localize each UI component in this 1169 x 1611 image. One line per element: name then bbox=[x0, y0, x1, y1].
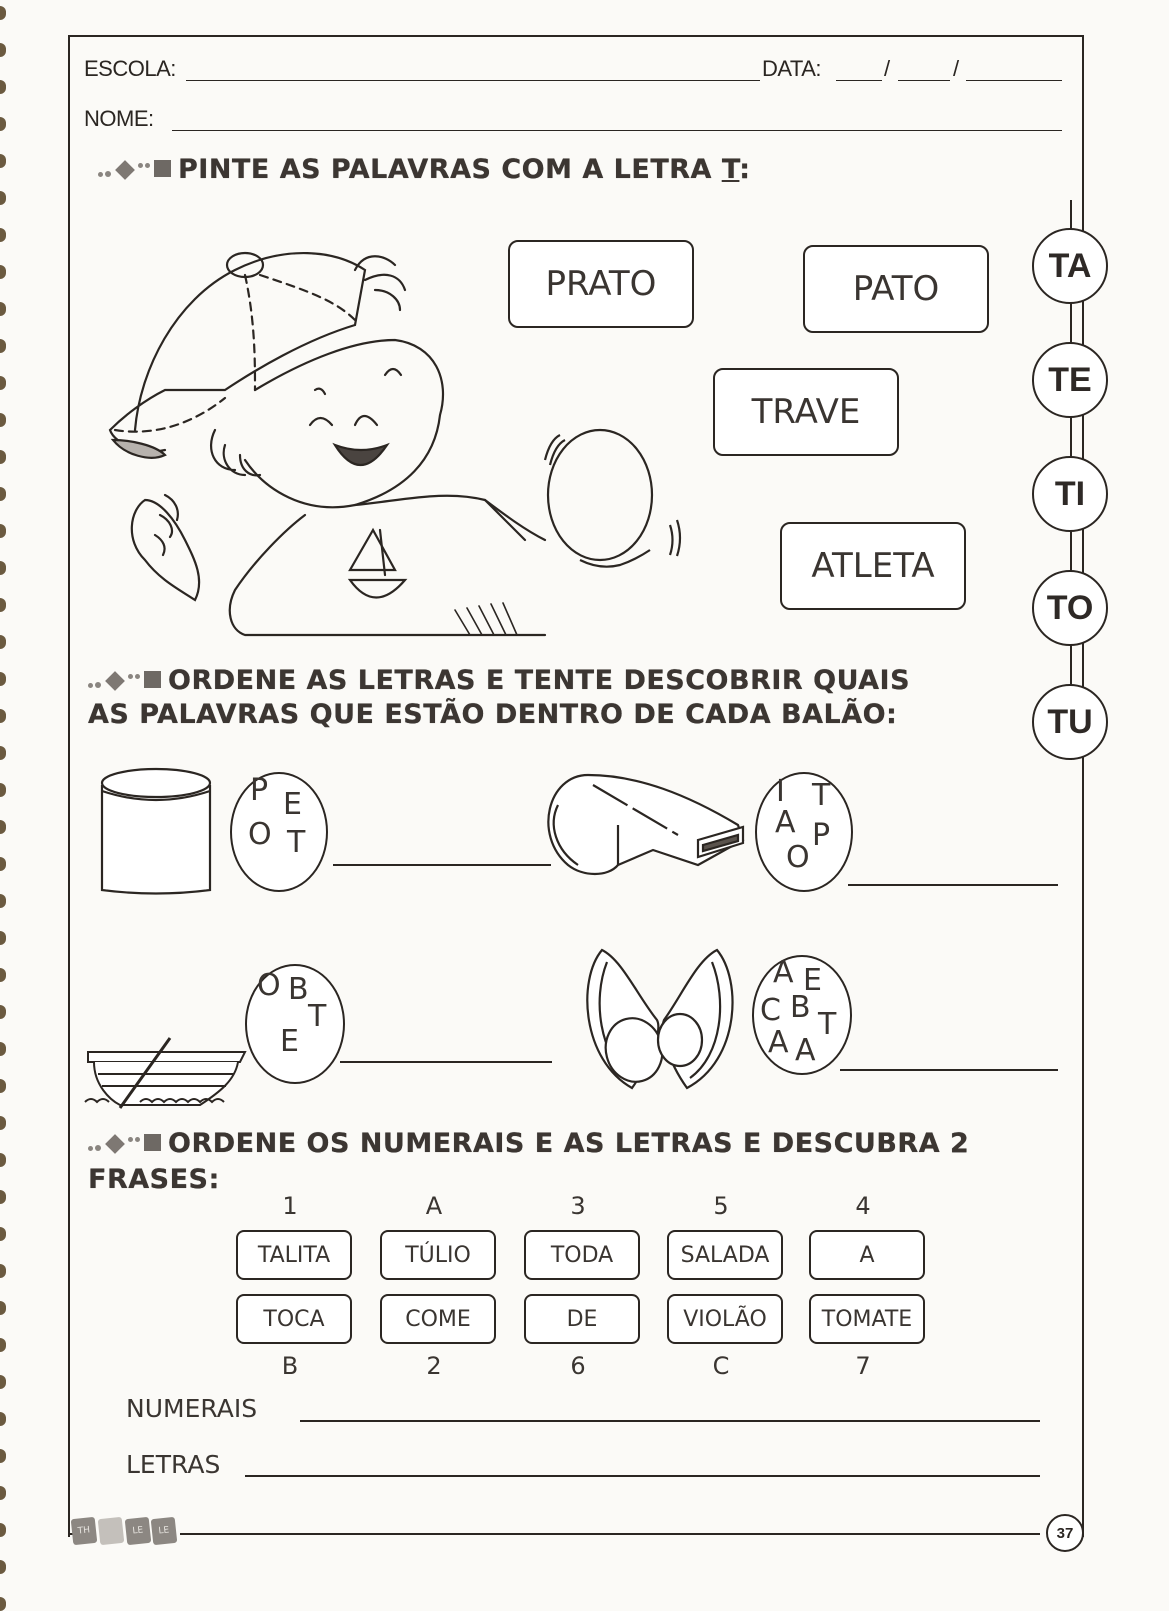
syllable-ta: TA bbox=[1032, 228, 1108, 304]
word-card[interactable]: TALITA bbox=[236, 1230, 352, 1280]
word-index: 4 bbox=[855, 1192, 871, 1220]
balloon-letter: E bbox=[803, 963, 822, 998]
word-index: B bbox=[281, 1352, 299, 1380]
balloon-letter: O bbox=[257, 968, 281, 1003]
balloon-letter: A bbox=[768, 1025, 789, 1060]
balloon-letter: T bbox=[287, 825, 306, 860]
balloon-letter: E bbox=[280, 1024, 299, 1059]
word-card[interactable]: VIOLÃO bbox=[667, 1294, 783, 1344]
word-box-pato[interactable]: PATO bbox=[803, 245, 989, 333]
word-card[interactable]: DE bbox=[524, 1294, 640, 1344]
whistle-icon bbox=[538, 765, 753, 885]
word-box-prato[interactable]: PRATO bbox=[508, 240, 694, 328]
nome-field[interactable] bbox=[172, 130, 1062, 131]
word-index: 2 bbox=[426, 1352, 442, 1380]
logo-block: LE bbox=[151, 1517, 177, 1545]
section2-title-line1: ORDENE AS LETRAS E TENTE DESCOBRIR QUAIS bbox=[168, 665, 911, 696]
word-index: 7 bbox=[855, 1352, 871, 1380]
word-card[interactable]: TODA bbox=[524, 1230, 640, 1280]
letras-label: LETRAS bbox=[126, 1450, 221, 1479]
balloon-letter: O bbox=[786, 840, 810, 875]
word-index: 3 bbox=[570, 1192, 586, 1220]
boat-icon bbox=[80, 1030, 250, 1110]
balloon-letter: P bbox=[812, 818, 831, 853]
pot-icon bbox=[100, 765, 212, 895]
balloon-letter: A bbox=[795, 1033, 816, 1068]
section2-title bbox=[88, 664, 910, 732]
word-index: 5 bbox=[713, 1192, 729, 1220]
balloon-letter: T bbox=[818, 1007, 837, 1042]
data-separator: / bbox=[884, 56, 890, 81]
section2-title-line2: AS PALAVRAS QUE ESTÃO DENTRO DE CADA BALÃO: bbox=[88, 699, 898, 730]
syllable-tu: TU bbox=[1032, 684, 1108, 760]
answer-line-3[interactable] bbox=[340, 1061, 552, 1063]
data-year-field[interactable] bbox=[966, 80, 1062, 81]
section1-title-text: PINTE AS PALAVRAS COM A LETRA bbox=[178, 154, 722, 185]
answer-line-2[interactable] bbox=[848, 884, 1058, 886]
spiral-binding bbox=[0, 0, 10, 1600]
section3-title-line2: FRASES: bbox=[88, 1164, 220, 1195]
section1-title-colon: : bbox=[739, 154, 751, 185]
word-card[interactable]: TÚLIO bbox=[380, 1230, 496, 1280]
balloon-letter: P bbox=[250, 773, 269, 808]
nome-label: NOME: bbox=[84, 106, 154, 131]
section1-title-letter: T bbox=[721, 154, 740, 185]
word-card[interactable]: TOCA bbox=[236, 1294, 352, 1344]
word-card[interactable]: SALADA bbox=[667, 1230, 783, 1280]
balloon-letter: E bbox=[283, 787, 302, 822]
section3-title-line1: ORDENE OS NUMERAIS E AS LETRAS E DESCUBRA 2 bbox=[168, 1128, 970, 1159]
word-index: A bbox=[425, 1192, 443, 1220]
word-box-trave[interactable]: TRAVE bbox=[713, 368, 899, 456]
publisher-logo bbox=[72, 1518, 176, 1544]
bullet-decoration-icon bbox=[98, 158, 176, 184]
numerais-answer-line[interactable] bbox=[300, 1420, 1040, 1422]
logo-block bbox=[97, 1517, 123, 1545]
word-box-atleta[interactable]: ATLETA bbox=[780, 522, 966, 610]
word-index: C bbox=[712, 1352, 730, 1380]
numerais-label: NUMERAIS bbox=[126, 1394, 258, 1423]
escola-label: ESCOLA: bbox=[84, 56, 176, 81]
balloon-letter: C bbox=[760, 993, 781, 1028]
answer-line-1[interactable] bbox=[333, 864, 551, 866]
answer-line-4[interactable] bbox=[840, 1069, 1058, 1071]
balloon-letter: T bbox=[812, 778, 831, 813]
logo-block: LE bbox=[124, 1517, 150, 1545]
word-card[interactable]: TOMATE bbox=[809, 1294, 925, 1344]
word-index: 6 bbox=[570, 1352, 586, 1380]
boy-with-ball-illustration bbox=[105, 230, 555, 640]
word-card[interactable]: COME bbox=[380, 1294, 496, 1344]
syllable-ti: TI bbox=[1032, 456, 1108, 532]
page-number: 37 bbox=[1046, 1514, 1084, 1552]
word-card[interactable]: A bbox=[809, 1230, 925, 1280]
balloon-letter: A bbox=[773, 955, 794, 990]
balloon-letter: T bbox=[308, 999, 327, 1034]
balloon-letter: I bbox=[776, 774, 785, 809]
avocado-icon bbox=[582, 940, 742, 1090]
letras-answer-line[interactable] bbox=[245, 1475, 1040, 1477]
syllable-to: TO bbox=[1032, 570, 1108, 646]
balloon-letter: O bbox=[248, 817, 272, 852]
ball-icon bbox=[540, 420, 690, 590]
syllable-te: TE bbox=[1032, 342, 1108, 418]
balloon-letter: B bbox=[790, 990, 811, 1025]
word-index: 1 bbox=[282, 1192, 298, 1220]
balloon-letter: A bbox=[775, 805, 796, 840]
data-month-field[interactable] bbox=[898, 80, 950, 81]
data-separator: / bbox=[953, 56, 959, 81]
letter-balloon-1 bbox=[230, 772, 328, 892]
data-label: DATA: bbox=[762, 56, 822, 81]
section3-title bbox=[88, 1126, 969, 1198]
bullet-decoration-icon bbox=[88, 1132, 166, 1158]
data-day-field[interactable] bbox=[836, 80, 882, 81]
balloon-letter: B bbox=[288, 972, 309, 1007]
escola-field[interactable] bbox=[186, 80, 760, 81]
page-frame-bottom bbox=[180, 1533, 1040, 1535]
logo-block: TH bbox=[71, 1517, 97, 1545]
section1-title bbox=[98, 154, 751, 185]
bullet-decoration-icon bbox=[88, 669, 166, 695]
